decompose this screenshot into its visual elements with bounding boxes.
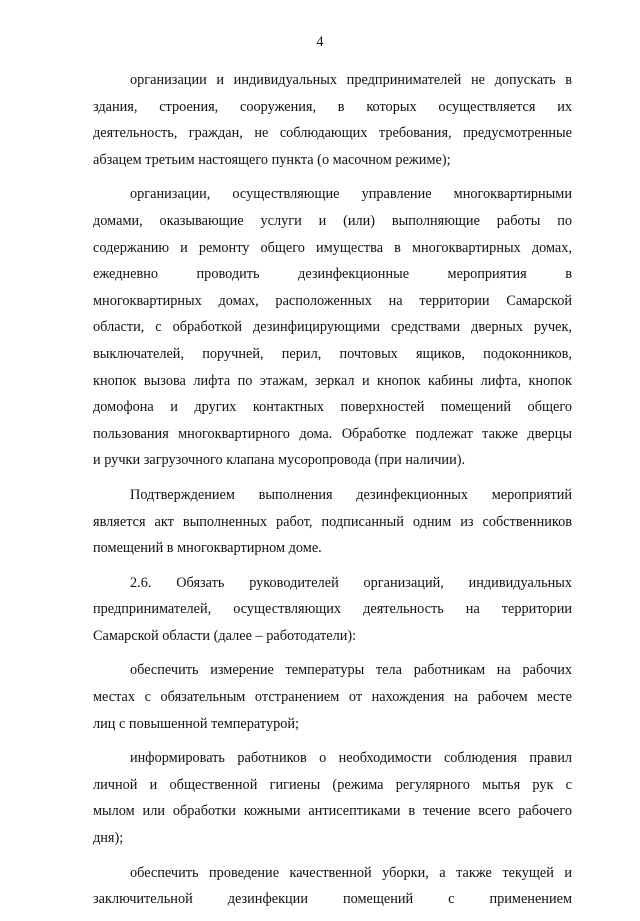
text-line: организации и индивидуальных предпринимателей не допускать в — [130, 72, 572, 88]
text-line: Самарской области (далее – работодатели): — [93, 627, 357, 644]
text-line: информировать работников о необходимости соблюдения правил — [130, 750, 572, 767]
paragraph — [93, 181, 572, 474]
text-line: заключительной дезинфекции помещений с применением — [93, 891, 572, 908]
text-line: многоквартирных домах, расположенных на территории Самарской — [93, 292, 572, 309]
text-line: Подтверждением выполнения дезинфекционных мероприятий — [130, 486, 572, 503]
document-body — [93, 67, 572, 921]
text-line: лиц с повышенной температурой; — [93, 715, 300, 732]
text-line: пользования многоквартирного дома. Обработке подлежат также дверцы — [93, 425, 572, 442]
text-line: 2.6. Обязать руководителей организаций, индивидуальных — [130, 574, 572, 591]
text-line: ежедневно проводить дезинфекционные мероприятия в — [93, 266, 572, 283]
paragraph — [93, 657, 572, 737]
text-line: абзацем третьим настоящего пункта (о масочном режиме); — [93, 151, 451, 168]
page-number: 4 — [316, 34, 324, 50]
text-line: организации, осуществляющие управление многоквартирными — [130, 186, 572, 203]
text-line: дня); — [93, 830, 124, 847]
text-line: содержанию и ремонту общего имущества в многоквартирных домах, — [93, 239, 572, 256]
text-line: кнопок вызова лифта по этажам, зеркал и кнопок кабины лифта, кнопок — [93, 372, 572, 389]
text-line: является акт выполненных работ, подписанный одним из собственников — [93, 513, 572, 530]
paragraph — [93, 745, 572, 851]
text-line: домами, оказывающие услуги и (или) выполняющие работы по — [93, 212, 572, 229]
text-line: мылом или обработки кожными антисептиками в течение всего рабочего — [93, 803, 572, 820]
text-line: предпринимателей, осуществляющих деятельность на территории — [93, 601, 572, 618]
paragraph — [93, 570, 572, 650]
text-line: местах с обязательным отстранением от нахождения на рабочем месте — [93, 689, 572, 706]
text-line: выключателей, поручней, перил, почтовых ящиков, подоконников, — [93, 345, 572, 362]
paragraph — [93, 482, 572, 562]
paragraph — [93, 67, 572, 173]
text-line: домофона и других контактных поверхностей помещений общего — [93, 399, 572, 416]
text-line: личной и общественной гигиены (режима регулярного мытья рук с — [93, 776, 572, 793]
text-line: здания, строения, сооружения, в которых осуществляется их — [93, 98, 572, 115]
text-line: деятельность, граждан, не соблюдающих требования, предусмотренные — [93, 125, 572, 142]
text-line: обеспечить проведение качественной уборки, а также текущей и — [130, 864, 572, 881]
text-line: области, с обработкой дезинфицирующими средствами дверных ручек, — [93, 319, 572, 336]
text-line: обеспечить измерение температуры тела работникам на рабочих — [130, 662, 572, 679]
text-line: помещений в многоквартирном доме. — [93, 540, 322, 557]
text-line: и ручки загрузочного клапана мусоропровода (при наличии). — [93, 452, 466, 469]
